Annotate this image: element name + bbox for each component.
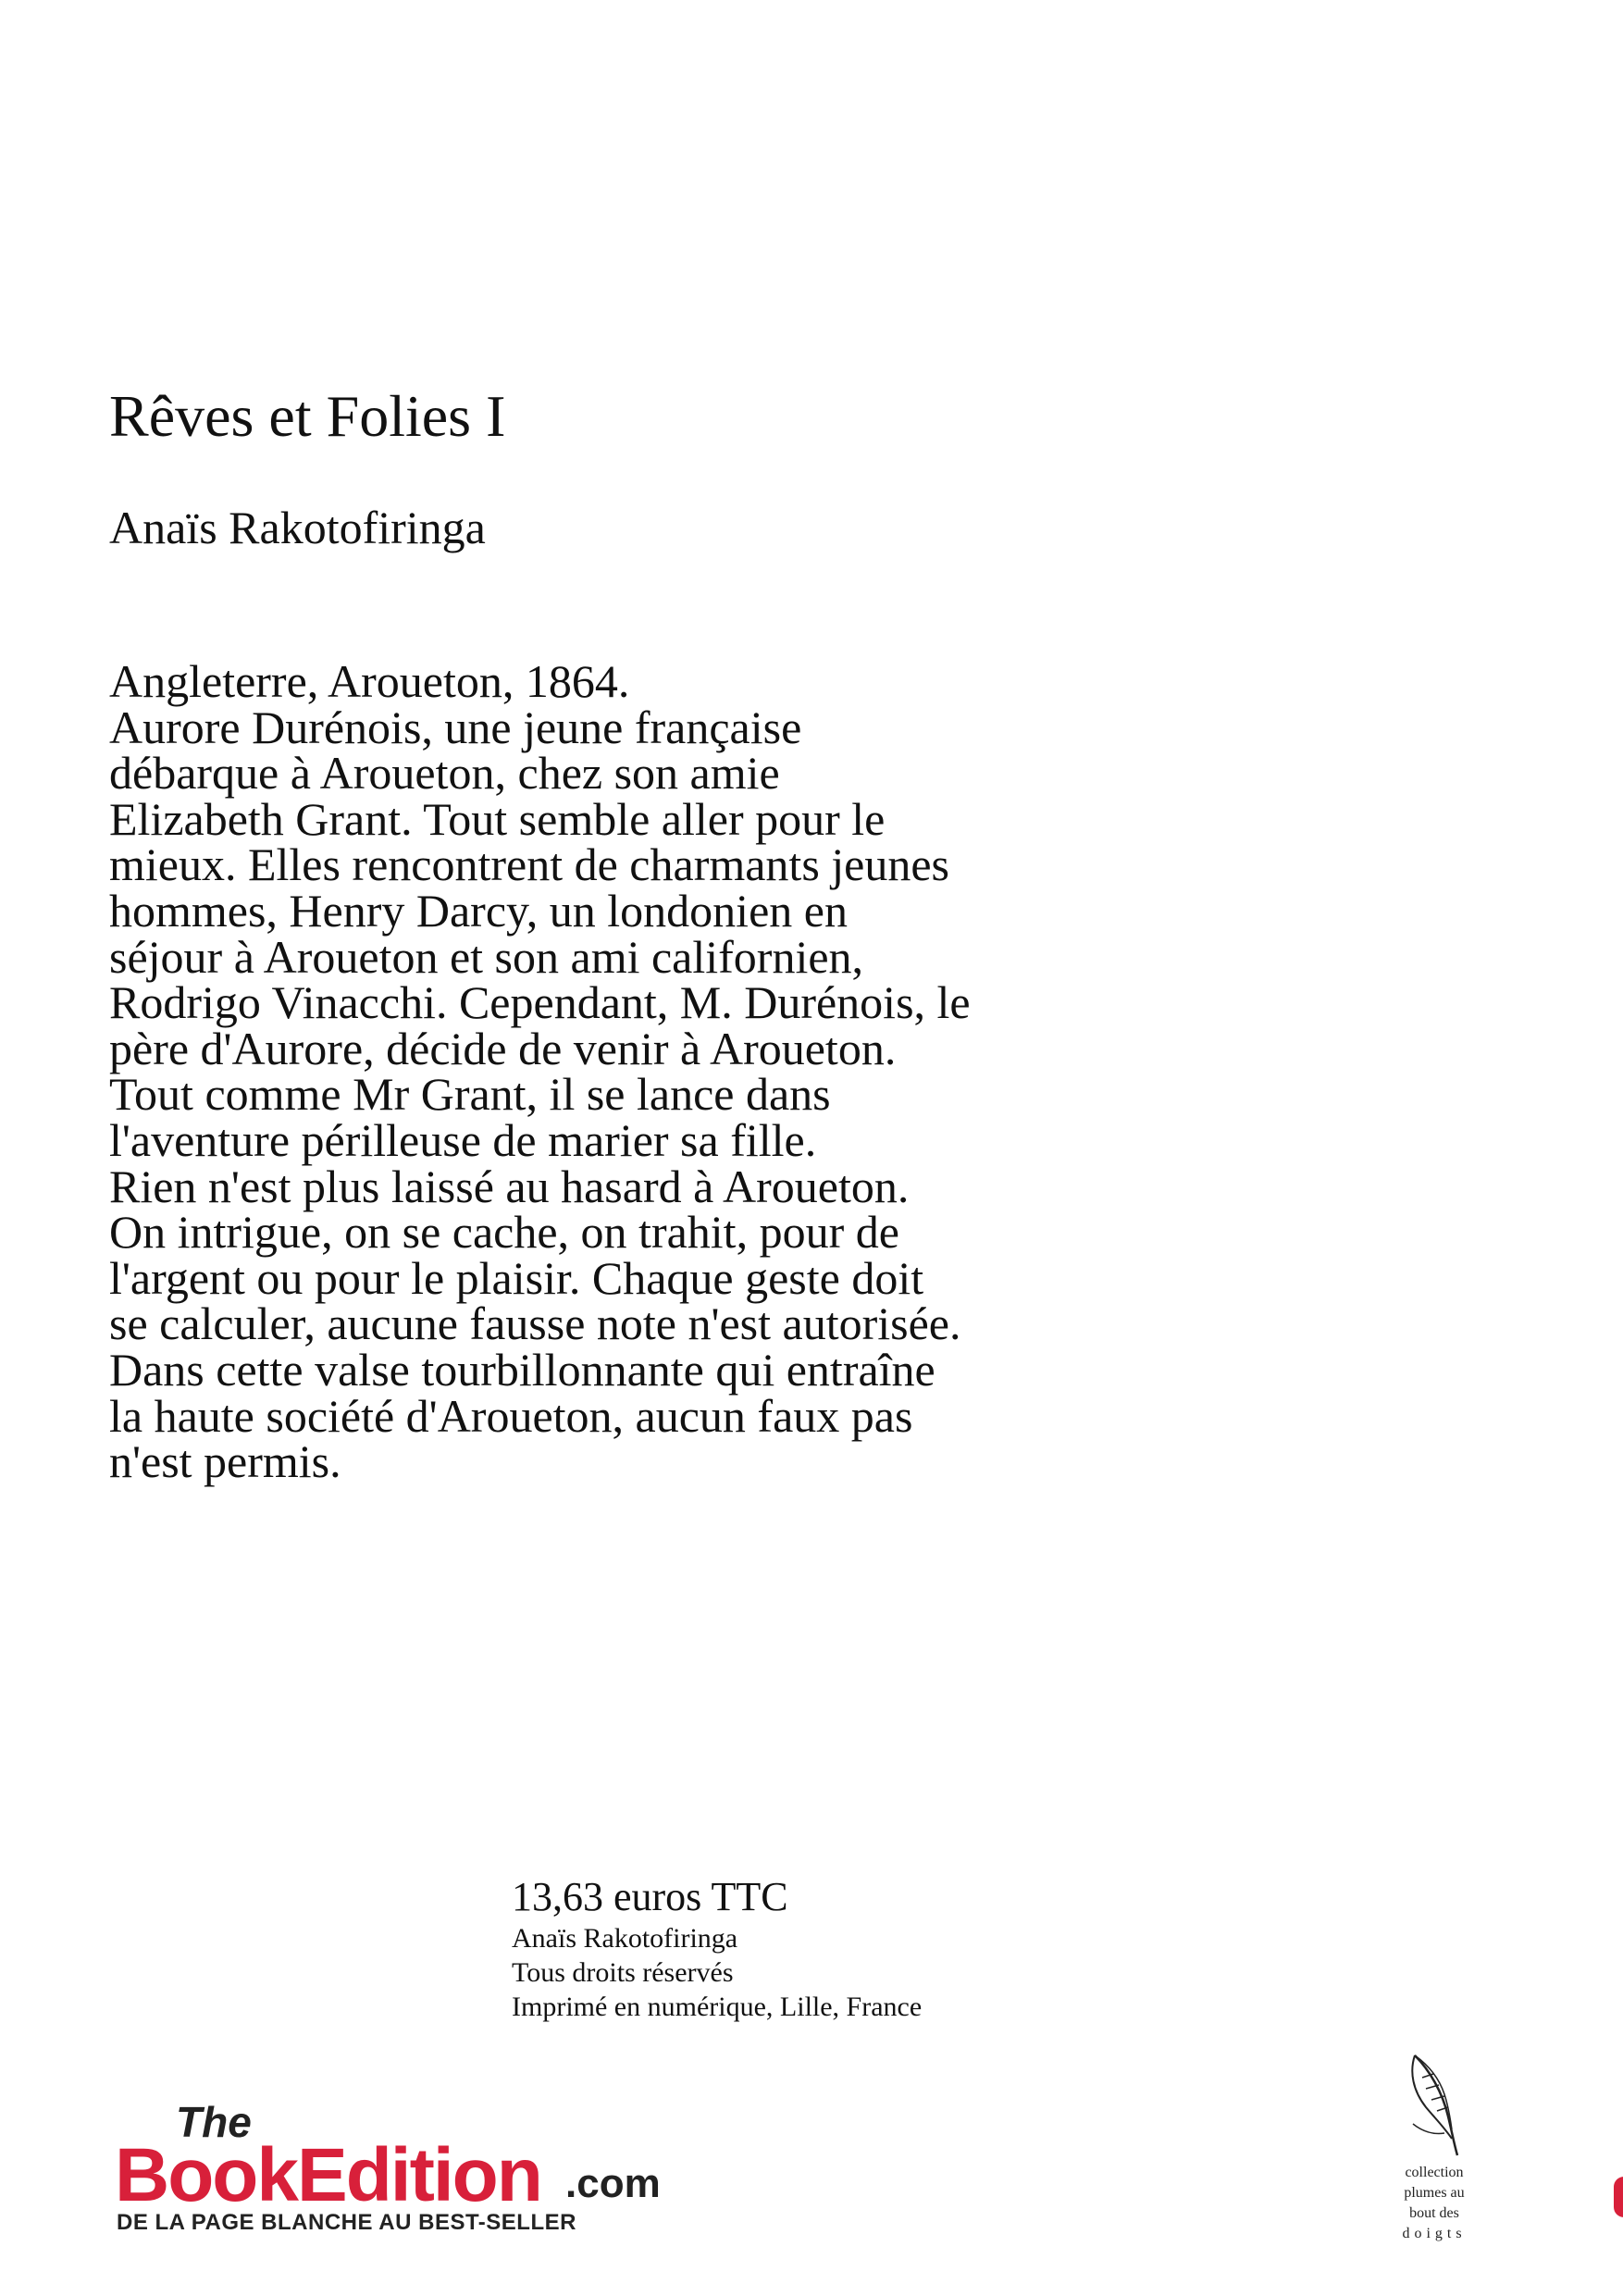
collection-line: plumes au: [1404, 2185, 1465, 2201]
synopsis-line: se calculer, aucune fausse note n'est autorisée.: [109, 1297, 961, 1350]
book-title: Rêves et Folies I: [109, 383, 506, 449]
collection-line: bout des: [1409, 2205, 1459, 2221]
synopsis-line: Tout comme Mr Grant, il se lance dans: [109, 1068, 831, 1121]
synopsis-line: débarque à Aroueton, chez son amie: [109, 747, 780, 800]
rights-notice: Tous droits réservés: [512, 1957, 734, 1988]
logo-the: The: [176, 2098, 252, 2146]
logo-tagline: DE LA PAGE BLANCHE AU BEST-SELLER: [117, 2210, 576, 2235]
publisher-logo: [115, 2098, 661, 2240]
colophon: [512, 1873, 922, 2024]
price: 13,63 euros TTC: [512, 1874, 788, 1919]
synopsis-line: père d'Aurore, décide de venir à Aroueton.: [109, 1022, 897, 1074]
synopsis-line: mieux. Elles rencontrent de charmants jeunes: [109, 838, 950, 891]
print-notice: Imprimé en numérique, Lille, France: [512, 1992, 923, 2022]
colophon-author: Anaïs Rakotofiringa: [512, 1923, 738, 1954]
edge-mark: [1614, 2177, 1623, 2217]
synopsis-line: hommes, Henry Darcy, un londonien en: [109, 884, 848, 937]
logo-brand: BookEdition: [115, 2133, 541, 2217]
book-author: Anaïs Rakotofiringa: [109, 502, 486, 553]
synopsis-line: n'est permis.: [109, 1435, 341, 1488]
synopsis-line: Elizabeth Grant. Tout semble aller pour le: [109, 792, 886, 845]
synopsis-line: Aurore Durénois, une jeune française: [109, 701, 802, 753]
quill-icon: [1402, 2050, 1467, 2161]
collection-logo: [1379, 2050, 1490, 2241]
synopsis-line: l'argent ou pour le plaisir. Chaque geste doit: [109, 1251, 924, 1304]
collection-line: collection: [1405, 2165, 1464, 2180]
synopsis-line: On intrigue, on se cache, on trahit, pour de: [109, 1206, 899, 1259]
synopsis-line: séjour à Aroueton et son ami californien,: [109, 930, 864, 983]
synopsis-line: Rien n'est plus laissé au hasard à Aroueton.: [109, 1160, 910, 1212]
synopsis-line: l'aventure périlleuse de marier sa fille.: [109, 1113, 817, 1166]
synopsis-line: Dans cette valse tourbillonnante qui entraîne: [109, 1343, 935, 1396]
synopsis: [109, 655, 1312, 1488]
synopsis-line: Angleterre, Aroueton, 1864.: [109, 655, 630, 707]
synopsis-line: Rodrigo Vinacchi. Cependant, M. Durénois, le: [109, 976, 971, 1029]
logo-domain: .com: [565, 2161, 661, 2206]
synopsis-line: la haute société d'Aroueton, aucun faux pas: [109, 1389, 913, 1442]
collection-line: doigts: [1402, 2226, 1467, 2241]
